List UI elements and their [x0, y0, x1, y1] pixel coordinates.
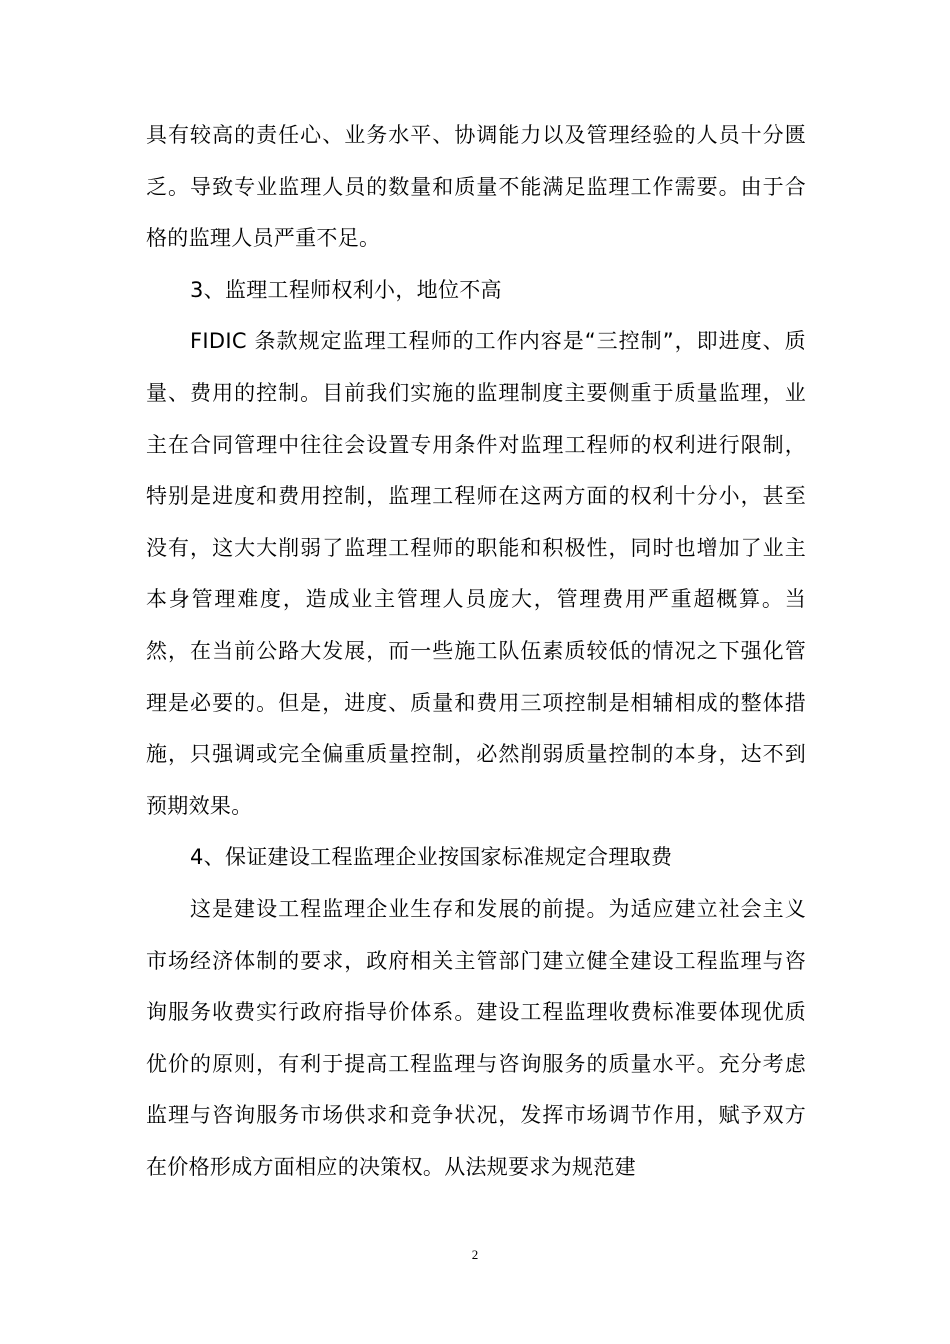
- document-body: [146, 110, 806, 1193]
- paragraph-fees: 这是建设工程监理企业生存和发展的前提。为适应建立社会主义市场经济体制的要求，政府相关主管部门建立健全建设工程监理与咨询服务收费实行政府指导价体系。建设工程监理收费标准要体现优质优价的原则，有利于提高工程监理与咨询服务的质量水平。充分考虑监理与咨询服务市场供求和竞争状况，发挥市场调节作用，赋予双方在价格形成方面相应的决策权。从法规要求为规范建: [146, 896, 806, 1179]
- section-heading-4: 4、保证建设工程监理企业按国家标准规定合理取费: [190, 845, 673, 870]
- section-heading-3: 3、监理工程师权利小，地位不高: [190, 277, 502, 302]
- page-number: 2: [471, 1247, 479, 1262]
- paragraph-continuation: 具有较高的责任心、业务水平、协调能力以及管理经验的人员十分匮乏。导致专业监理人员的数量和质量不能满足监理工作需要。由于合格的监理人员严重不足。: [146, 123, 806, 251]
- paragraph-fidic: FIDIC 条款规定监理工程师的工作内容是“三控制”，即进度、质量、费用的控制。目前我们实施的监理制度主要侧重于质量监理，业主在合同管理中往往会设置专用条件对监理工程师的权利进行限制，特别是进度和费用控制，监理工程师在这两方面的权利十分小，甚至没有，这大大削弱了监理工程师的职能和积极性，同时也增加了业主本身管理难度，造成业主管理人员庞大，管理费用严重超概算。当然，在当前公路大发展，而一些施工队伍素质较低的情况之下强化管理是必要的。但是，进度、质量和费用三项控制是相辅相成的整体措施，只强调或完全偏重质量控制，必然削弱质量控制的本身，达不到预期效果。: [146, 329, 806, 818]
